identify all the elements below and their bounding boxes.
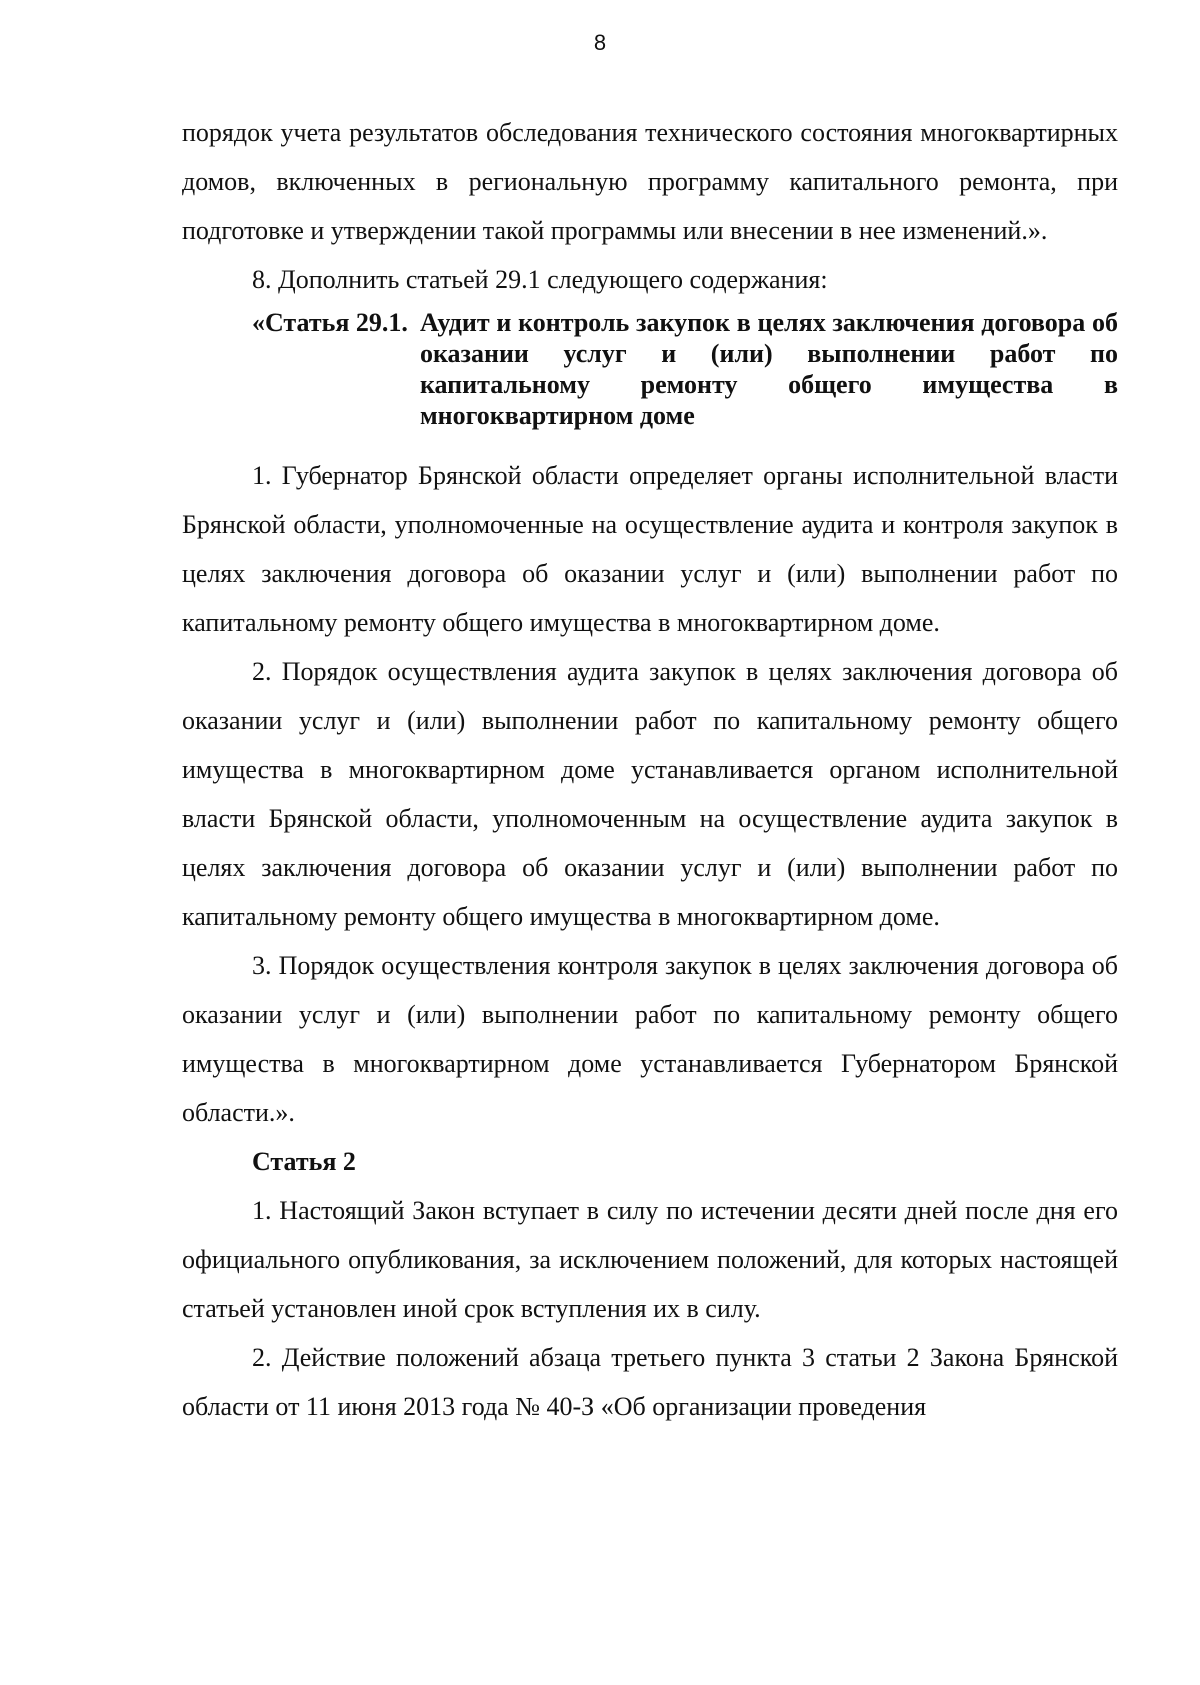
article-item-1: 1. Губернатор Брянской области определяет органы исполнительной власти Брянской области, уполномоченные на осуществление аудита и контроля закупок в целях заключения договора об оказании услуг и (или) выполнении работ по капитальному ремонту общего имущества в многоквартирном доме. — [182, 461, 1118, 637]
article-item-3: 3. Порядок осуществления контроля закупок в целях заключения договора об оказании услуг и (или) выполнении работ по капитальному ремонту общего имущества в многоквартирном доме устанавливается Губернатором Брянской области.». — [182, 951, 1118, 1127]
paragraph-continuation: порядок учета результатов обследования технического состояния многоквартирных домов, включенных в региональную программу капитального ремонта, при подготовке и утверждении такой программы или внесении в нее изменений.». — [182, 118, 1118, 245]
document-body — [182, 108, 1118, 1431]
article-29-1-heading — [182, 307, 1118, 431]
article-title: Аудит и контроль закупок в целях заключения договора об оказании услуг и (или) выполнении работ по капитальному ремонту общего имущества в многоквартирном доме — [419, 308, 1118, 430]
article-item-2: 2. Порядок осуществления аудита закупок в целях заключения договора об оказании услуг и (или) выполнении работ по капитальному ремонту общего имущества в многоквартирном доме устанавливается органом исполнительной власти Брянской области, уполномоченным на осуществление аудита закупок в целях заключения договора об оказании услуг и (или) выполнении работ по капитальному ремонту общего имущества в многоквартирном доме. — [182, 657, 1118, 931]
paragraph-amendment-8: 8. Дополнить статьей 29.1 следующего содержания: — [252, 265, 828, 294]
section-2-title: Статья 2 — [252, 1147, 356, 1176]
page-number: 8 — [593, 30, 607, 55]
section-2-item-2: 2. Действие положений абзаца третьего пункта 3 статьи 2 Закона Брянской области от 11 июня 2013 года № 40-З «Об организации проведения — [182, 1343, 1118, 1421]
section-2-item-1: 1. Настоящий Закон вступает в силу по истечении десяти дней после дня его официального опубликования, за исключением положений, для которых настоящей статьей установлен иной срок вступления их в силу. — [182, 1196, 1118, 1323]
article-number: «Статья 29.1. — [252, 308, 408, 337]
